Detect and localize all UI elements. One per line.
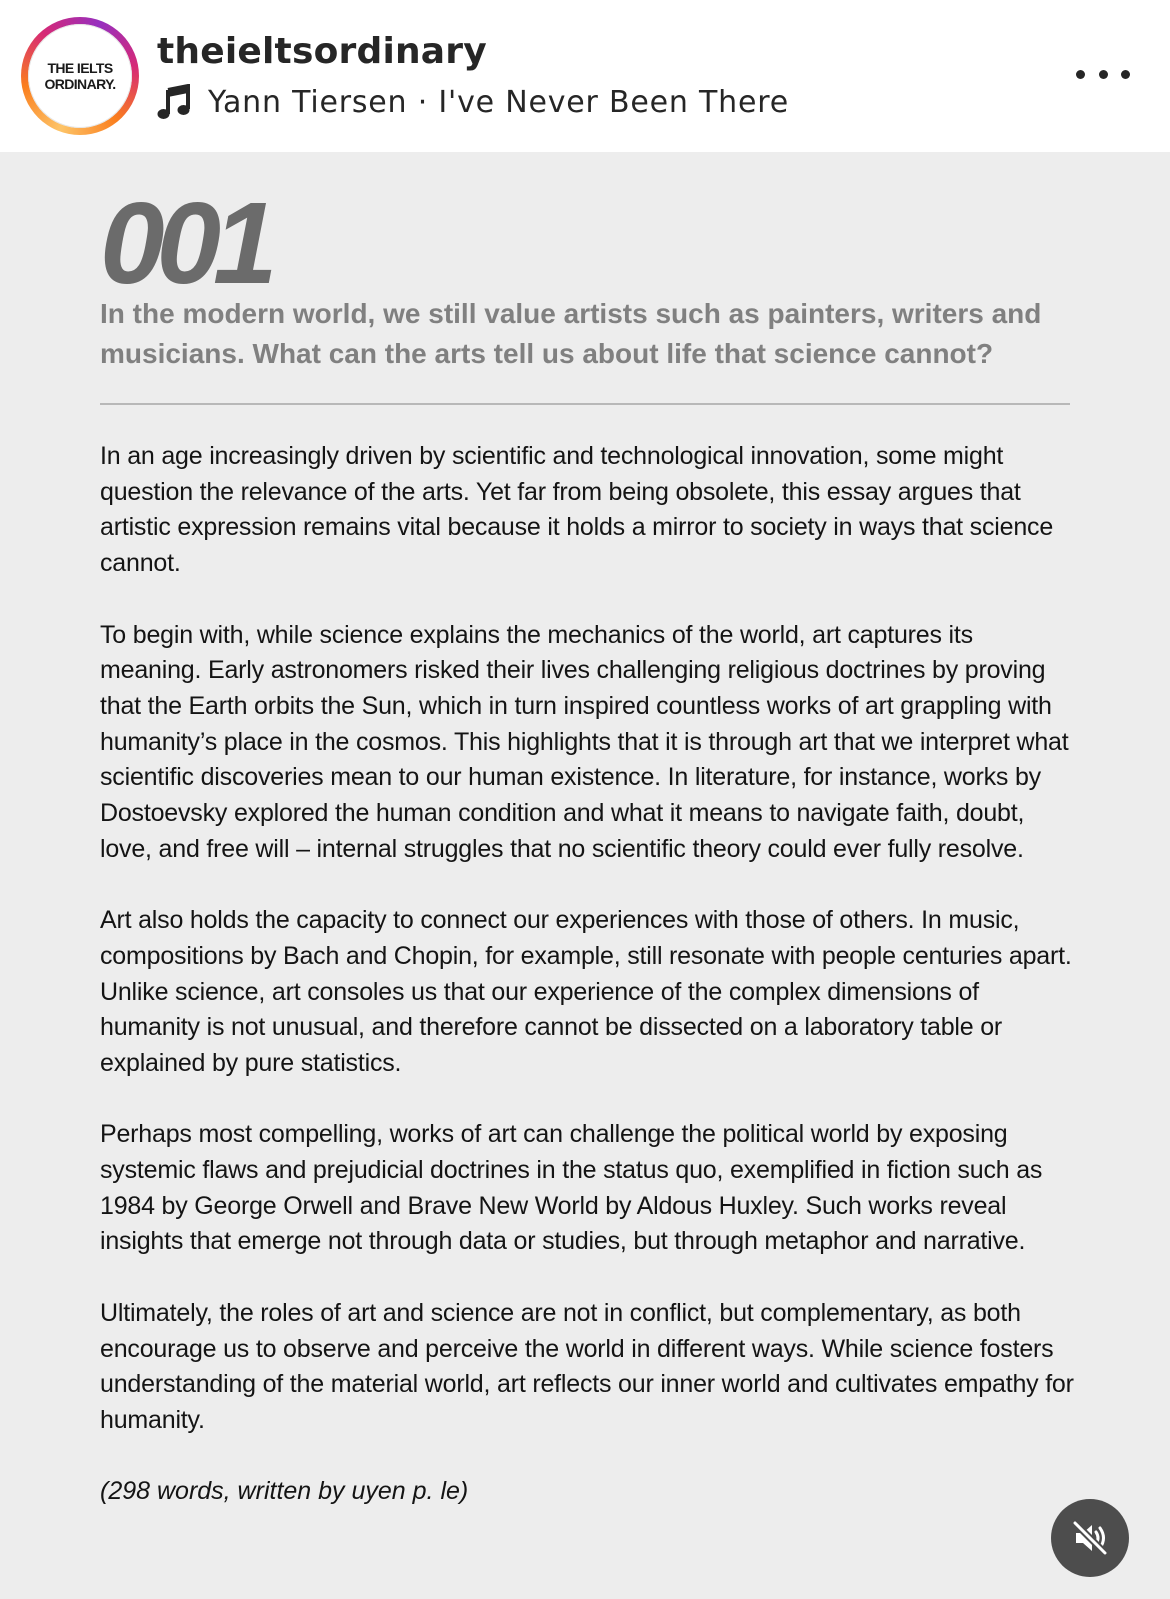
divider [100, 403, 1070, 405]
essay-paragraph-intro: In an age increasingly driven by scientific and technological innovation, some might question the relevance of the arts. Yet far from being obsolete, this essay argues that artistic expression remains vital because it holds a mirror to society in ways that science cannot. [100, 442, 1054, 578]
more-dots-icon [1099, 70, 1108, 79]
essay-body [100, 439, 1080, 1510]
more-dots-icon [1076, 70, 1085, 79]
profile-avatar[interactable] [21, 17, 139, 135]
music-note-icon [156, 84, 192, 120]
more-options-button[interactable] [1076, 56, 1130, 92]
essay-paragraph-conclusion: Ultimately, the roles of art and science are not in conflict, but complementary, as both encourage us to observe and perceive the world in different ways. While science fosters understanding of the material world, art reflects our inner world and cultivates empathy for humanity. [100, 1298, 1074, 1434]
more-dots-icon [1121, 70, 1130, 79]
essay-paragraph-body-1: To begin with, while science explains the mechanics of the world, art captures its meaning. Early astronomers risked their lives challenging religious doctrines by proving that the Earth orbits the Sun, which in turn inspired countless works of art grappling with humanity’s place in the cosmos. This highlights that it is through art that we interpret what scientific discoveries mean to our human existence. In literature, for instance, works by Dostoevsky explored the human condition and what it means to navigate faith, doubt, love, and free will – internal struggles that no scientific theory could ever fully resolve. [100, 620, 1069, 863]
essay-prompt: In the modern world, we still value artists such as painters, writers and musicians. What can the arts tell us about life that science cannot? [100, 298, 1042, 369]
muted-speaker-icon [1070, 1518, 1110, 1558]
post-header [0, 0, 1170, 152]
essay-number: 001 [100, 178, 270, 308]
music-attribution[interactable] [156, 80, 789, 124]
avatar-logo-line-2: ORDINARY. [44, 76, 116, 92]
avatar-logo-line-1: THE IELTS [47, 60, 113, 76]
avatar-logo [28, 24, 132, 128]
essay-paragraph-body-2: Art also holds the capacity to connect our experiences with those of others. In music, compositions by Bach and Chopin, for example, still resonate with people centuries apart. Unlike science, art consoles us that our experience of the complex dimensions of humanity is not unusual, and therefore cannot be dissected on a laboratory table or explained by pure statistics. [100, 906, 1072, 1077]
music-track-label: Yann Tiersen · I've Never Been There [208, 84, 789, 120]
mute-toggle-button[interactable] [1051, 1499, 1129, 1577]
post-image[interactable] [0, 152, 1170, 1599]
essay-paragraph-body-3: Perhaps most compelling, works of art can challenge the political world by exposing systemic flaws and prejudicial doctrines in the status quo, exemplified in fiction such as 1984 by George Orwell and Brave New World by Aldous Huxley. Such works reveal insights that emerge not through data or studies, but through metaphor and narrative. [100, 1120, 1043, 1256]
essay-signature: (298 words, written by uyen p. le) [100, 1477, 469, 1506]
username-link[interactable]: theieltsordinary [157, 31, 487, 72]
